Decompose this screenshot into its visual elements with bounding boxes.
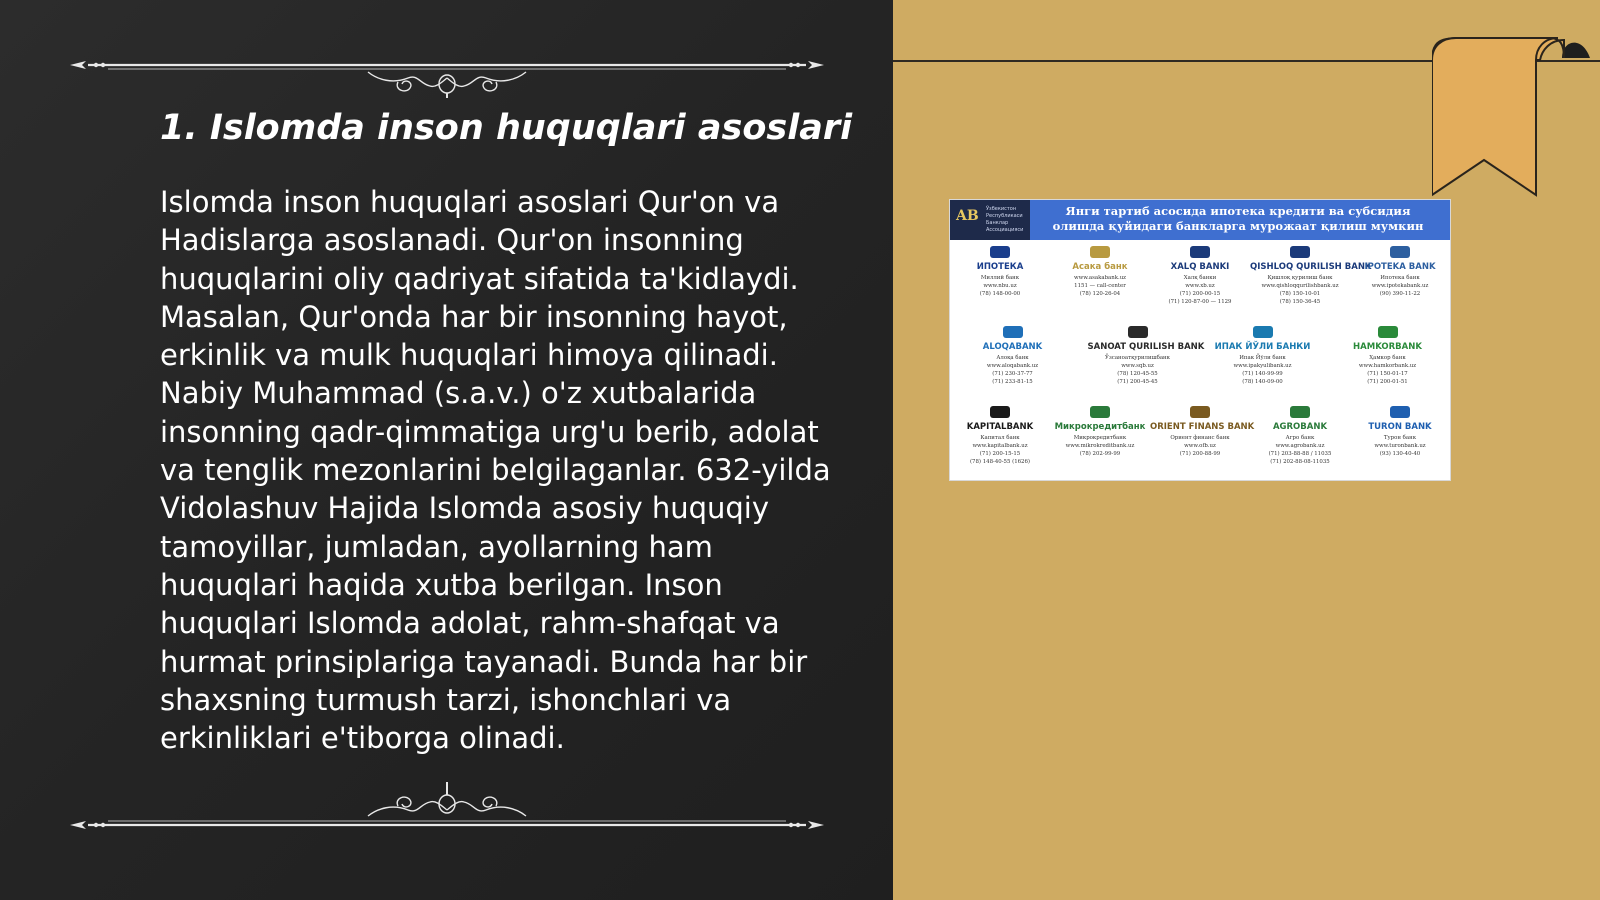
bank-entry [1350,244,1450,298]
bank-entry [1150,244,1250,306]
banks-image-header [950,200,1450,240]
association-logo [950,200,1030,240]
bank-contact-info: Ҳамкор банк www.hamkorbank.uz (71) 150-01-17 (71) 200-01-51 [1358,355,1417,385]
bank-name: SANOAT QURILISH BANK [1087,342,1205,352]
bank-name: ИПОТЕКА [976,262,1024,272]
bank-name: ИПАК ЙЎЛИ БАНКИ [1214,342,1311,352]
bank-name: ALOQABANK [982,342,1043,352]
bank-contact-info: Ўзсаноатқурилишбанк www.sqb.uz (78) 120-45-55 (71) 200-45-45 [1104,355,1171,385]
bank-entry [950,404,1050,466]
slide-body-text: Islomda inson huquqlari asoslari Qur'on va Hadislarga asoslanadi. Qur'on insonning huquqlarini oliy qadriyat sifatida ta'kidlaydi. Masalan, Qur'onda har bir insonning hayot, erkinlik va mulk huquqlari himoya qilinadi. Nabiy Muhammad (s.a.v.) o'z xutbalarida insonning qadr-qimmatiga urg'u berib, adolat va tenglik mezonlarini belgilaganlar. 632-yilda Vidolashuv Hajida Islomda asosiy huquqiy tamoyillar, jumladan, ayollarning ham huquqlari haqida xutba berilgan. Inson huquqlari Islomda adolat, rahm-shafqat va hurmat prinsiplariga tayanadi. Bunda har bir shaxsning turmush tarzi, ishonchlari va erkinliklari e'tiborga olinadi. [160,185,831,756]
bank-name: HAMKORBANK [1353,342,1422,352]
bank-name: QISHLOQ QURILISH BANK [1250,262,1372,272]
bank-logo-icon [986,244,1014,260]
bank-logo-icon [999,324,1027,340]
bank-logo-icon [1386,404,1414,420]
bank-name: Микрокредитбанк [1054,422,1146,432]
bank-logo-icon [1124,324,1152,340]
bank-name: IPOTEKA BANK [1364,262,1436,272]
bank-logo-icon [1286,244,1314,260]
bank-contact-info: Миллий банк www.nbu.uz (78) 148-00-00 [979,275,1021,297]
bookmark-icon [1432,30,1592,200]
association-logo-mark: AB [956,208,979,224]
bank-logo-icon [1086,404,1114,420]
bank-entry [1338,324,1438,386]
bank-name: XALQ BANKI [1170,262,1230,272]
bank-entry [1250,404,1350,466]
bank-contact-info: Халқ банки www.xb.uz (71) 200-00-15 (71) 120-87-00 — 1129 [1168,275,1232,305]
bank-logo-grid [950,240,1450,480]
bank-entry [1087,324,1205,386]
bank-logo-icon [1186,244,1214,260]
mortgage-banks-image [950,200,1450,480]
bank-logo-icon [986,404,1014,420]
bank-contact-info: Қишлоқ қурилиш банк www.qishloqqurilishbank.uz (78) 150-10-01 (78) 150-36-45 [1261,275,1339,305]
slide-title: 1. Islomda inson huquqlari asoslari [160,108,853,148]
bank-logo-icon [1386,244,1414,260]
bank-contact-info: Турон банк www.turonbank.uz (93) 130-40-40 [1374,435,1426,457]
banks-image-title: Янги тартиб асосида ипотека кредити ва субсидия олишда қуйидаги банкларга мурожаат қилиш мумкин [1052,204,1424,233]
bank-name: KAPITALBANK [966,422,1034,432]
bank-logo-icon [1286,404,1314,420]
bank-entry [1050,244,1150,298]
bank-logo-icon [1374,324,1402,340]
bank-contact-info: Ипотека банк www.ipotekabank.uz (90) 390-11-22 [1371,275,1429,297]
bank-entry [1150,404,1255,458]
bank-entry [963,324,1063,386]
bottom-ornament-divider [68,770,826,830]
bank-entry [950,244,1050,298]
bank-name: AGROBANK [1272,422,1328,432]
bank-contact-info: Капитал банк www.kapitalbank.uz (71) 200-15-15 (78) 148-40-55 (1626) [969,435,1031,465]
bank-name: ORIENT FINANS BANK [1150,422,1255,432]
bank-contact-info: Алоқа банк www.aloqabank.uz (71) 230-37-77 (71) 233-81-15 [986,355,1039,385]
top-ornament-divider [68,38,826,98]
bank-entry [1213,324,1313,386]
bank-contact-info: Ориент финанс банк www.ofb.uz (71) 200-88-99 [1170,435,1230,457]
association-logo-text: Ўзбекистон Республикаси Банклар Ассоциацияси [986,206,1024,233]
bank-name: TURON BANK [1368,422,1432,432]
bank-entry [1250,244,1372,306]
bank-logo-icon [1086,244,1114,260]
bank-logo-icon [1249,324,1277,340]
bank-name: Асака банк [1072,262,1128,272]
bank-contact-info: Агро банк www.agrobank.uz (71) 203-88-88 / 11035 (71) 202-88-08-11035 [1268,435,1332,465]
bank-entry [1050,404,1150,458]
bank-contact-info: www.asakabank.uz 1151 — call-center (78) 120-26-04 [1073,275,1127,297]
bank-entry [1350,404,1450,458]
bank-logo-icon [1186,404,1214,420]
bank-contact-info: Ипак Йўли банк www.ipakyulibank.uz (71) 140-99-99 (78) 140-09-00 [1233,355,1292,385]
bank-contact-info: Микрокредитбанк www.mikrokreditbank.uz (78) 202-99-99 [1065,435,1135,457]
